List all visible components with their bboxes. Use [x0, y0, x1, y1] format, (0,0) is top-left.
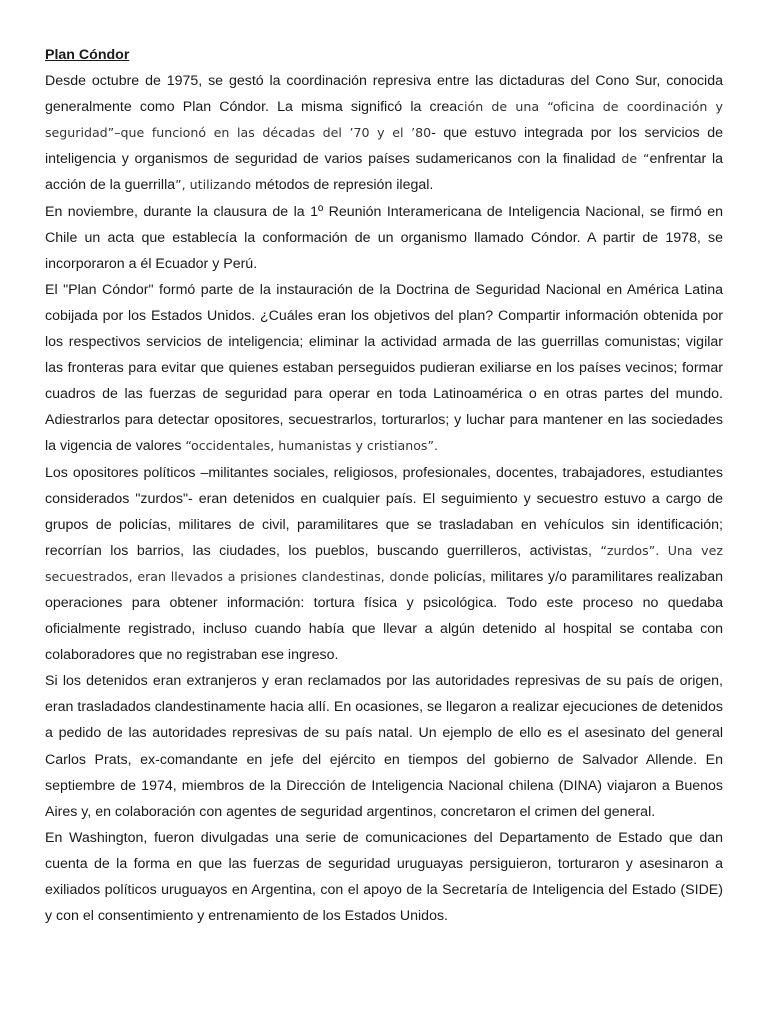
paragraph-text-run: ción de una “oficina de coordinación y seguridad”–que funcionó en las décadas del ’70 y el ’80: [45, 99, 723, 141]
paragraph-text-run: Los opositores políticos –militantes sociales, religiosos, profesionales, docentes, trabajadores, estudiantes considerados "zurdos"- eran detenidos en cualquier país. El seguimiento y secuestro estuvo a cargo de grupos de policías, militares de civil, paramilitares que se trasladaban en vehículos sin identificación; recorrían los barrios, las ciudades, los pueblos, buscando guerrilleros, activistas,: [45, 464, 723, 559]
paragraph-text-run: En noviembre, durante la clausura de la 1º Reunión Interamericana de Inteligencia Nacional, se firmó en Chile un acta que establecía la conformación de un organismo llamado Cóndor. A partir de 1978, se incorporaron a él Ecuador y Perú.: [45, 203, 723, 272]
paragraph-text-run: El "Plan Cóndor" formó parte de la instauración de la Doctrina de Seguridad Nacional en América Latina cobijada por los Estados Unidos. ¿Cuáles eran los objetivos del plan? Compartir información obtenida por los respectivos servicios de inteligencia; eliminar la actividad armada de las guerrillas comunistas; vigilar las fronteras para evitar que quienes estaban perseguidos pudieran exiliarse en los países vecinos; formar cuadros de las fuerzas de seguridad para operar en toda Latinoamérica o en otras partes del mundo. Adiestrarlos para detectar opositores, secuestrarlos, torturarlos; y luchar para mantener en las sociedades la vigencia de valores: [45, 281, 723, 455]
paragraph-3: [45, 277, 723, 460]
paragraph-text-run: “occidentales, humanistas y cristianos”.: [185, 438, 439, 454]
paragraph-text-run: Desde octubre de 1975, se gestó la coordinación represiva entre las dictaduras del Cono Sur, conocida generalmente como Plan Cóndor. La misma significó la crea: [45, 73, 723, 116]
document-title: Plan Cóndor: [45, 47, 130, 63]
paragraph-text-run: métodos de represión ilegal.: [255, 177, 434, 194]
paragraph-2: [45, 199, 723, 277]
document-page: [45, 42, 723, 929]
paragraph-text-run: Si los detenidos eran extranjeros y eran reclamados por las autoridades represivas de su país de origen, eran trasladados clandestinamente hacia allí. En ocasiones, se llegaron a realizar ejecuciones de detenidos a pedido de las autoridades represivas de su país natal. Un ejemplo de ello es el asesinato del general Carlos Prats, ex-comandante en jefe del ejército en tiempos del gobierno de Salvador Allende. En septiembre de 1974, miembros de la Dirección de Inteligencia Nacional chilena (DINA) viajaron a Buenos Aires y, en colaboración con agentes de seguridad argentinos, concretaron el crimen del general.: [45, 673, 723, 820]
paragraph-text-run: - que estuvo integrada por los servicios de inteligencia y organismos de seguridad de varios países sudamericanos con la finalidad: [45, 125, 723, 168]
paragraph-6: [45, 825, 723, 929]
paragraph-5: [45, 668, 723, 825]
document-body: [45, 68, 723, 929]
paragraph-text-run: En Washington, fueron divulgadas una serie de comunicaciones del Departamento de Estado que dan cuenta de la forma en que las fuerzas de seguridad uruguayas persiguieron, torturaron y asesinaron a exiliados políticos uruguayos en Argentina, con el apoyo de la Secretaría de Inteligencia del Estado (SIDE) y con el consentimiento y entrenamiento de los Estados Unidos.: [45, 829, 723, 925]
paragraph-text-run: “zurdos”. Una vez secuestrados, eran llevados a prisiones clandestinas, donde: [45, 542, 723, 584]
paragraph-text-run: policías, militares y/o paramilitares realizaban operaciones para obtener información: tortura física y psicológica. Todo este proceso no quedaba oficialmente registrado, incluso cuando había que llevar a algún detenido al hospital se contaba con colaboradores que no registraban ese ingreso.: [45, 568, 723, 664]
paragraph-text-run: enfrentar la acción de la guerrilla: [45, 151, 723, 194]
paragraph-4: [45, 460, 723, 669]
paragraph-text-run: de “: [621, 151, 650, 167]
paragraph-1: [45, 68, 723, 198]
paragraph-text-run: ”, utilizando: [175, 177, 256, 193]
